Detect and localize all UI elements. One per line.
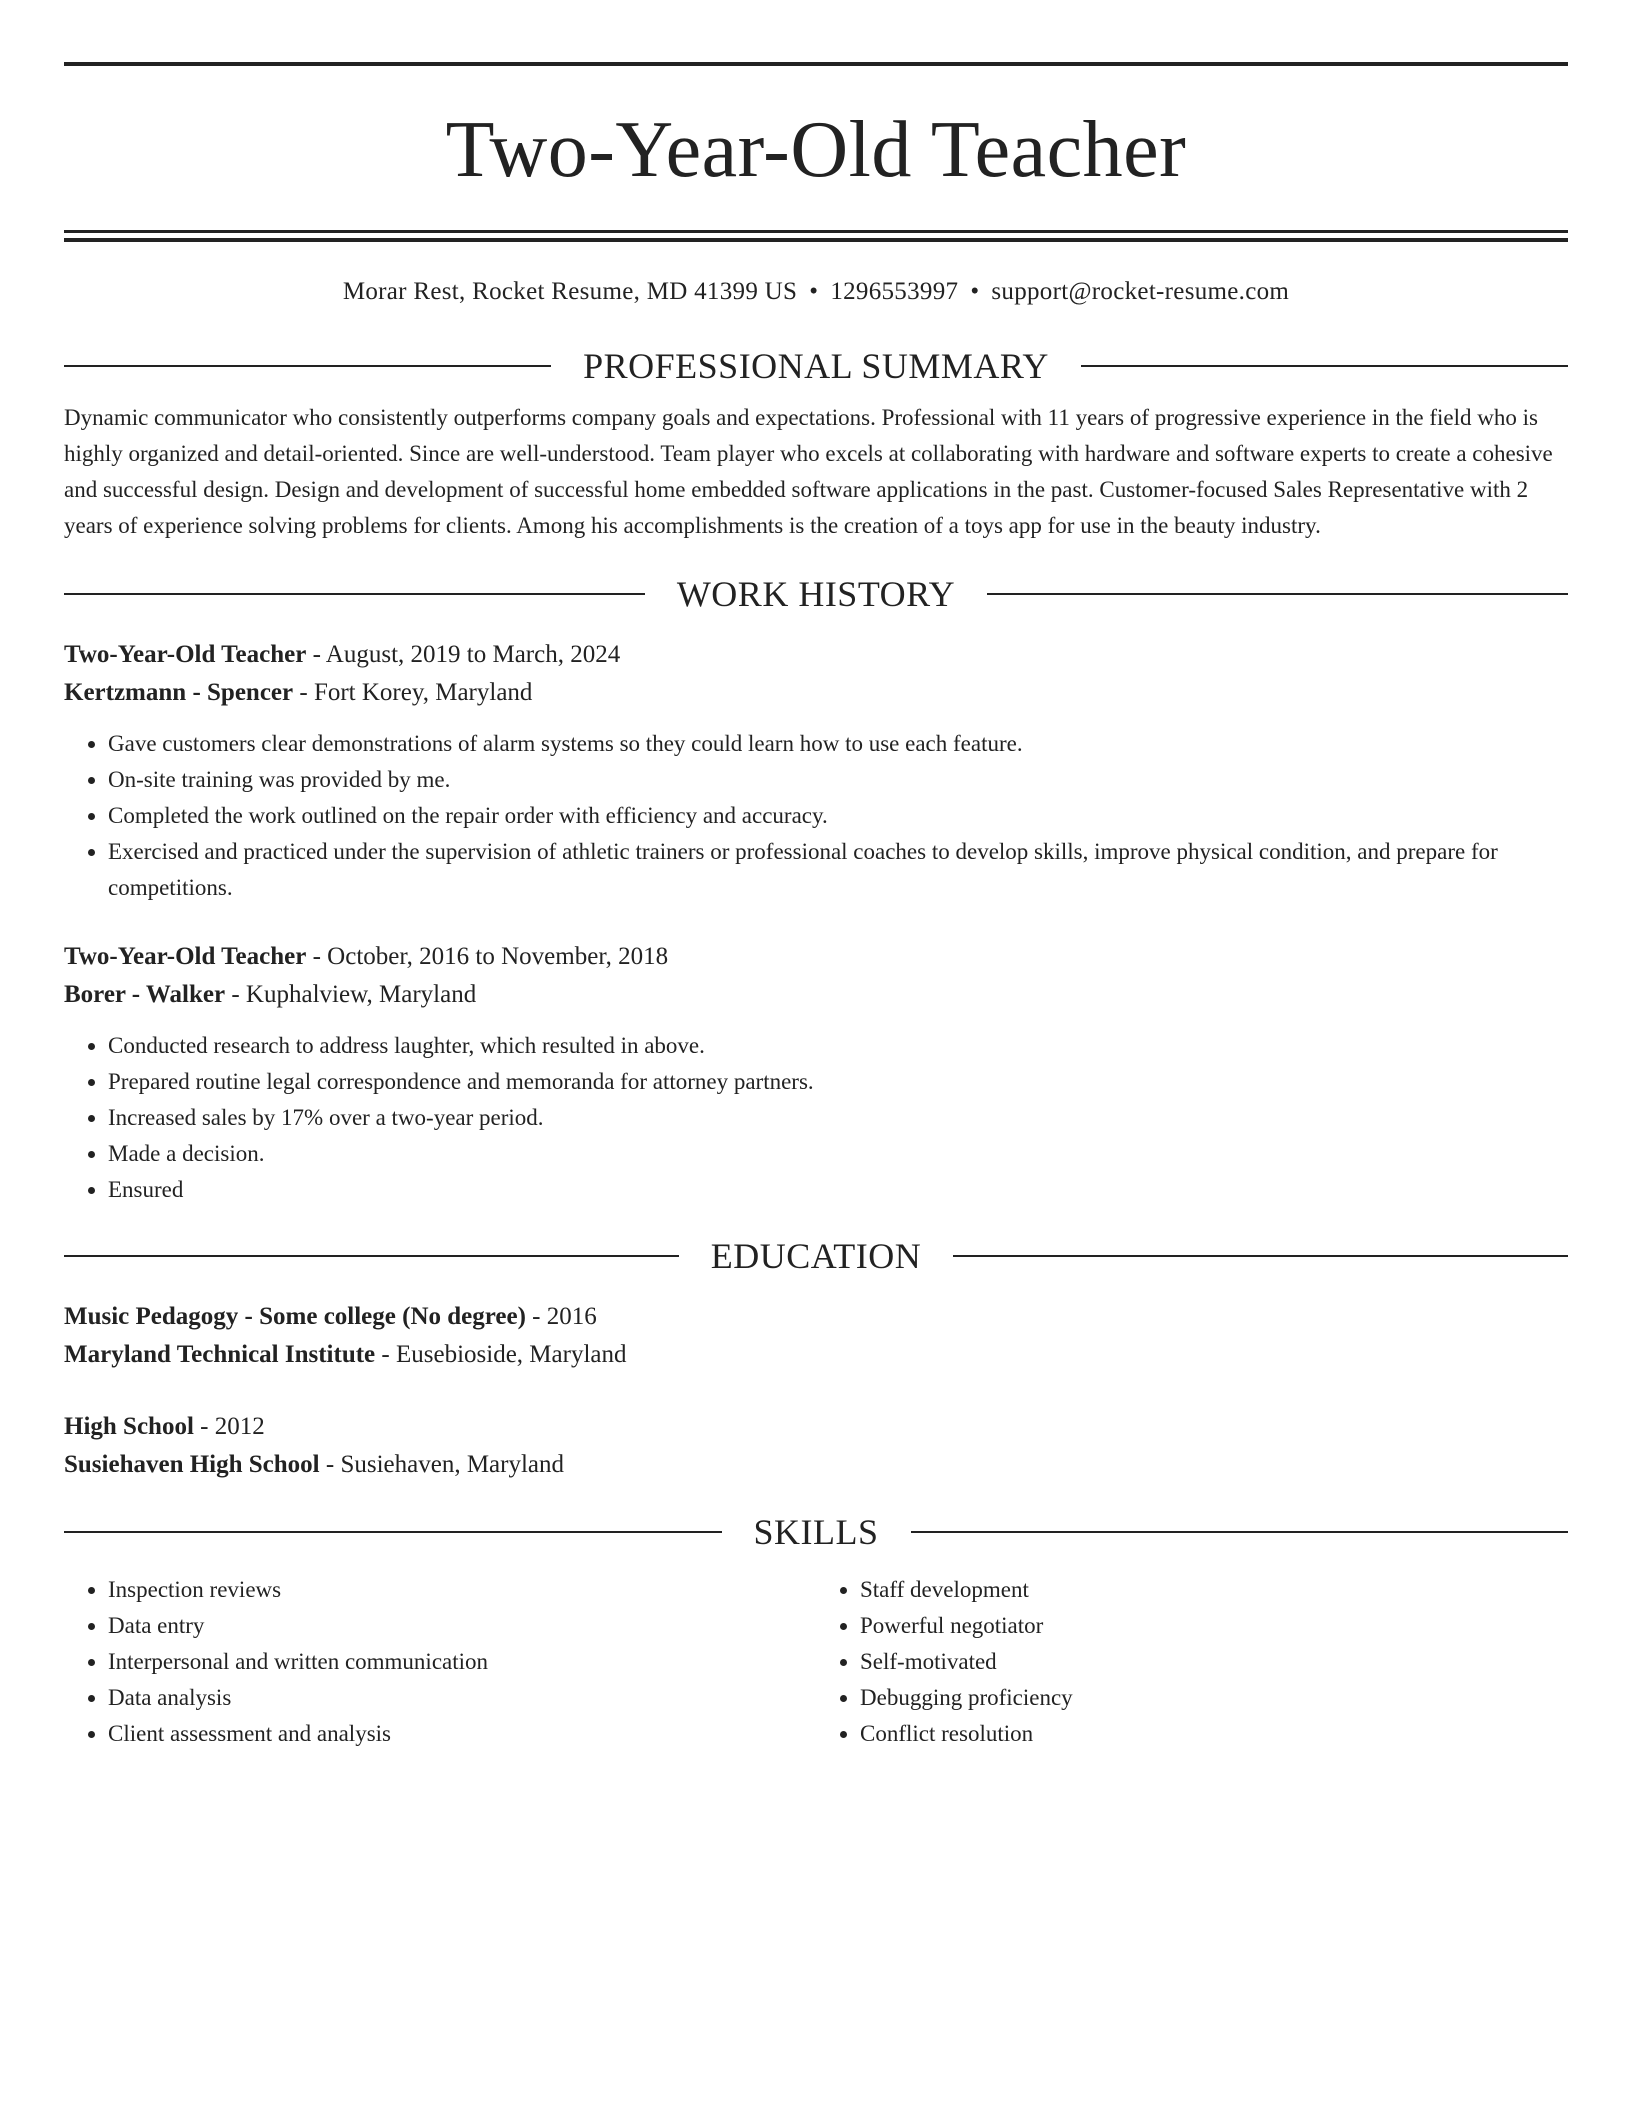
summary-heading — [64, 344, 1568, 388]
skill-item: • Debugging proficiency — [860, 1680, 1568, 1716]
contact-separator: • — [970, 278, 980, 305]
job-bullet: • On-site training was provided by me. — [108, 762, 1568, 798]
heading-rule-right — [911, 1531, 1569, 1533]
job-bullets — [64, 1028, 1568, 1208]
contact-phone: 1296553997 — [830, 278, 959, 305]
heading-rule-left — [64, 1531, 722, 1533]
heading-rule-left — [64, 593, 645, 595]
education-school: Susiehaven High School — [64, 1451, 320, 1478]
job-company: Kertzmann - Spencer — [64, 679, 294, 706]
heading-rule-left — [64, 365, 551, 367]
education-school-line — [64, 1336, 1568, 1374]
job-dates: - August, 2019 to March, 2024 — [306, 641, 621, 668]
job-entry — [64, 938, 1568, 1208]
job-company-line — [64, 976, 1568, 1014]
job-bullet: • Prepared routine legal correspondence and memoranda for attorney partners. — [108, 1064, 1568, 1100]
skill-item: • Powerful negotiator — [860, 1608, 1568, 1644]
double-rule — [64, 230, 1568, 242]
job-title-line — [64, 636, 1568, 674]
job-bullet: • Increased sales by 17% over a two-year period. — [108, 1100, 1568, 1136]
skill-item: • Interpersonal and written communication — [108, 1644, 816, 1680]
job-bullet: • Ensured — [108, 1172, 1568, 1208]
job-dates: - October, 2016 to November, 2018 — [306, 943, 669, 970]
job-bullet: • Conducted research to address laughter, which resulted in above. — [108, 1028, 1568, 1064]
heading-rule-right — [953, 1255, 1568, 1257]
education-degree-line — [64, 1298, 1568, 1336]
skills-heading-title: SKILLS — [753, 1512, 879, 1552]
education-school-line — [64, 1446, 1568, 1484]
education-degree-line — [64, 1408, 1568, 1446]
job-location: - Kuphalview, Maryland — [225, 981, 477, 1008]
job-bullet: • Made a decision. — [108, 1136, 1568, 1172]
job-bullets — [64, 726, 1568, 906]
job-title-line — [64, 938, 1568, 976]
skill-item: • Self-motivated — [860, 1644, 1568, 1680]
education-heading — [64, 1234, 1568, 1278]
job-entry — [64, 636, 1568, 906]
summary-heading-title: PROFESSIONAL SUMMARY — [583, 346, 1049, 386]
skills-list-left — [64, 1572, 816, 1752]
heading-rule-right — [1081, 365, 1568, 367]
job-bullet: • Gave customers clear demonstrations of alarm systems so they could learn how to use each feature. — [108, 726, 1568, 762]
contact-separator: • — [809, 278, 819, 305]
contact-address: Morar Rest, Rocket Resume, MD 41399 US — [342, 278, 798, 305]
skill-item: • Inspection reviews — [108, 1572, 816, 1608]
skill-item: • Data analysis — [108, 1680, 816, 1716]
skills-list-right — [816, 1572, 1568, 1752]
job-company-line — [64, 674, 1568, 712]
education-heading-title: EDUCATION — [710, 1236, 922, 1276]
heading-rule-left — [64, 1255, 679, 1257]
education-location: - Eusebioside, Maryland — [375, 1341, 627, 1368]
education-year: - 2012 — [193, 1413, 265, 1440]
skills-heading — [64, 1510, 1568, 1554]
education-entry — [64, 1408, 1568, 1484]
contact-email: support@rocket-resume.com — [991, 278, 1290, 305]
heading-rule-right — [987, 593, 1568, 595]
work-history-heading-title: WORK HISTORY — [676, 574, 956, 614]
summary-text: Dynamic communicator who consistently outperforms company goals and expectations. Professional with 11 years of progressive experience in the field who is highly organized and detail-oriented. Since are well-understood. Team player who excels at collaborating with hardware and software experts to create a cohesive and successful design. Design and development of successful home embedded software applications in the past. Customer-focused Sales Representative with 2 years of experience solving problems for clients. Among his accomplishments is the creation of a toys app for use in the beauty industry. — [64, 405, 1553, 538]
job-bullet: • Exercised and practiced under the supervision of athletic trainers or professional coaches to develop skills, improve physical condition, and prepare for competitions. — [108, 834, 1568, 906]
education-degree: Music Pedagogy - Some college (No degree) — [64, 1303, 526, 1330]
job-location: - Fort Korey, Maryland — [293, 679, 533, 706]
education-degree: High School — [64, 1413, 194, 1440]
job-title: Two-Year-Old Teacher — [64, 641, 307, 668]
skill-item: • Staff development — [860, 1572, 1568, 1608]
skills-columns — [64, 1572, 1568, 1752]
job-title: Two-Year-Old Teacher — [64, 943, 307, 970]
candidate-name: Two-Year-Old Teacher — [445, 106, 1187, 194]
skill-item: • Data entry — [108, 1608, 816, 1644]
contact-line — [64, 276, 1568, 308]
education-entry — [64, 1298, 1568, 1374]
education-school: Maryland Technical Institute — [64, 1341, 376, 1368]
work-history-heading — [64, 572, 1568, 616]
top-rule — [64, 62, 1568, 66]
education-location: - Susiehaven, Maryland — [319, 1451, 565, 1478]
job-bullet: • Completed the work outlined on the repair order with efficiency and accuracy. — [108, 798, 1568, 834]
education-year: - 2016 — [525, 1303, 597, 1330]
skill-item: • Conflict resolution — [860, 1716, 1568, 1752]
job-company: Borer - Walker — [64, 981, 226, 1008]
skill-item: • Client assessment and analysis — [108, 1716, 816, 1752]
